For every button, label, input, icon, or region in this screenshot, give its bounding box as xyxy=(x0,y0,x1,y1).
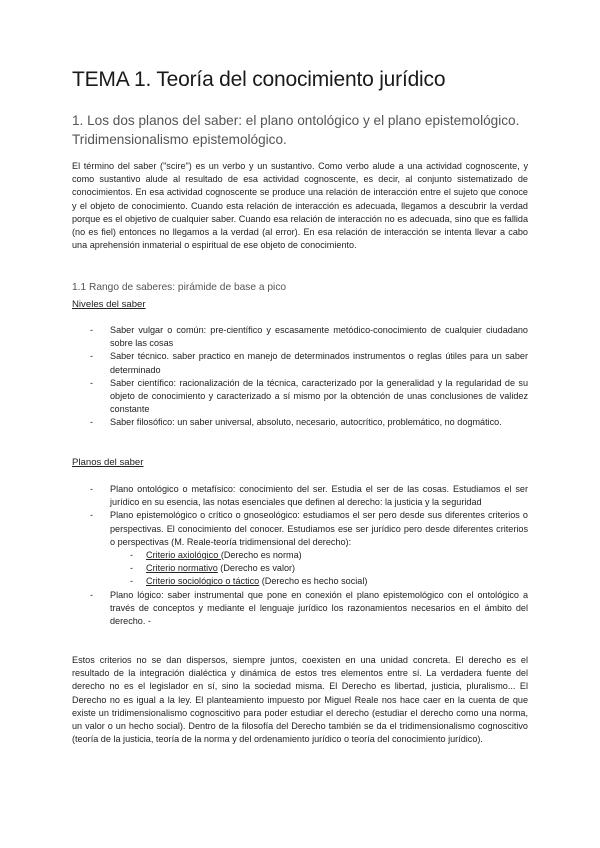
criterios-list xyxy=(110,549,528,589)
list-item-ontologico: - Plano ontológico o metafísico: conocimiento del ser. Estudia el ser de las cosas. Estudiamos el ser jurídico en su esencia, las notas esenciales que definen al derecho: la justicia y la seguridad xyxy=(90,483,528,509)
criterio-desc: (Derecho es norma) xyxy=(220,550,302,561)
criterio-name: Criterio axiológico xyxy=(146,550,221,561)
section-heading: 1. Los dos planos del saber: el plano ontológico y el plano epistemológico. Tridimensionalismo epistemológico. xyxy=(72,113,520,147)
criterio-item xyxy=(110,562,528,575)
document-title: TEMA 1. Teoría del conocimiento jurídico xyxy=(72,68,446,91)
intro-paragraph: El término del saber ("scire") es un verbo y un sustantivo. Como verbo alude a una actividad cognoscente, y como sustantivo alude al resultado de esa actividad cognoscente, es decir, al conjunto sistematizado de conocimientos. En esa actividad cognoscente se produce una relación de interacción entre el sujeto que conoce y el objeto de conocimiento. Cuando esta relación de interacción es adecuada, llegamos a descubrir la verdad porque es el objetivo de cualquier saber. Cuando esa relación de interacción no es adecuada, sino que es fallida (no es fiel) entonces no llegamos a la verdad (al error). En esa relación de interacción se intenta llevar a cabo una aprehensión inmaterial o espiritual de ese objeto de conocimiento. xyxy=(72,161,528,251)
niveles-list xyxy=(90,324,528,430)
criterio-item xyxy=(110,549,528,562)
planos-list xyxy=(90,483,528,628)
planos-heading: Planos del saber xyxy=(72,457,144,468)
list-item: - Saber científico: racionalización de la técnica, caracterizado por la generalidad y la regularidad de su objeto de conocimiento y caracterizado a sí mismo por la obtención de unas conclusiones de validez constante xyxy=(90,377,528,417)
list-item: - Saber técnico. saber practico en manejo de determinados instrumentos o reglas útiles para un saber determinado xyxy=(90,350,528,376)
niveles-heading: Niveles del saber xyxy=(72,299,146,310)
criterio-name: Criterio normativo xyxy=(146,563,218,574)
list-item: - Saber vulgar o común: pre-científico y escasamente metódico-conocimiento de cualquier ciudadano sobre las cosas xyxy=(90,324,528,350)
criterio-name: Criterio sociológico o táctico xyxy=(146,576,260,587)
criterio-item xyxy=(110,575,528,588)
epistemologico-text: Plano epistemológico o crítico o gnoseológico: estudiamos el ser pero desde sus diferentes criterios o perspectivas. El conocimiento del conocer. Estudiamos ese ser jurídico pero desde diferentes criterios o perspectivas (M. Reale-teoría tridimensional del derecho): xyxy=(110,510,528,547)
criterio-desc: (Derecho es hecho social) xyxy=(259,576,368,587)
closing-paragraph: Estos criterios no se dan dispersos, siempre juntos, coexisten en una unidad concreta. El derecho es el resultado de la integración dialéctica y dinámica de estos tres elementos entre sí. La verdadera fuente del derecho no es el legislador en sí, sino la sociedad misma. El Derecho es libertad, justicia, pluralismo... El Derecho no es igual a la ley. El planteamiento impuesto por Miguel Reale nos hace caer en la cuenta de que existe un tridimensionalismo cognoscitivo para poder estudiar el derecho (estudiar el derecho como una norma, un valor o un hecho social). Dentro de la filosofía del Derecho también se da el tridimensionalismo cognoscitivo (teoría de la justicia, teoría de la norma y del ordenamiento jurídico o teoría del conocimiento jurídico). xyxy=(72,655,528,745)
list-item-logico: - Plano lógico: saber instrumental que pone en conexión el plano epistemológico con el ontológico a través de conceptos y mediante el lenguaje jurídico los razonamientos necesarios en el ámbito del derecho. - xyxy=(90,589,528,629)
subsection-heading: 1.1 Rango de saberes: pirámide de base a pico xyxy=(72,282,287,293)
list-item-epistemologico xyxy=(90,509,528,588)
criterio-desc: (Derecho es valor) xyxy=(217,563,296,574)
list-item: - Saber filosófico: un saber universal, absoluto, necesario, autocrítico, problemático, no dogmático. xyxy=(90,416,528,429)
